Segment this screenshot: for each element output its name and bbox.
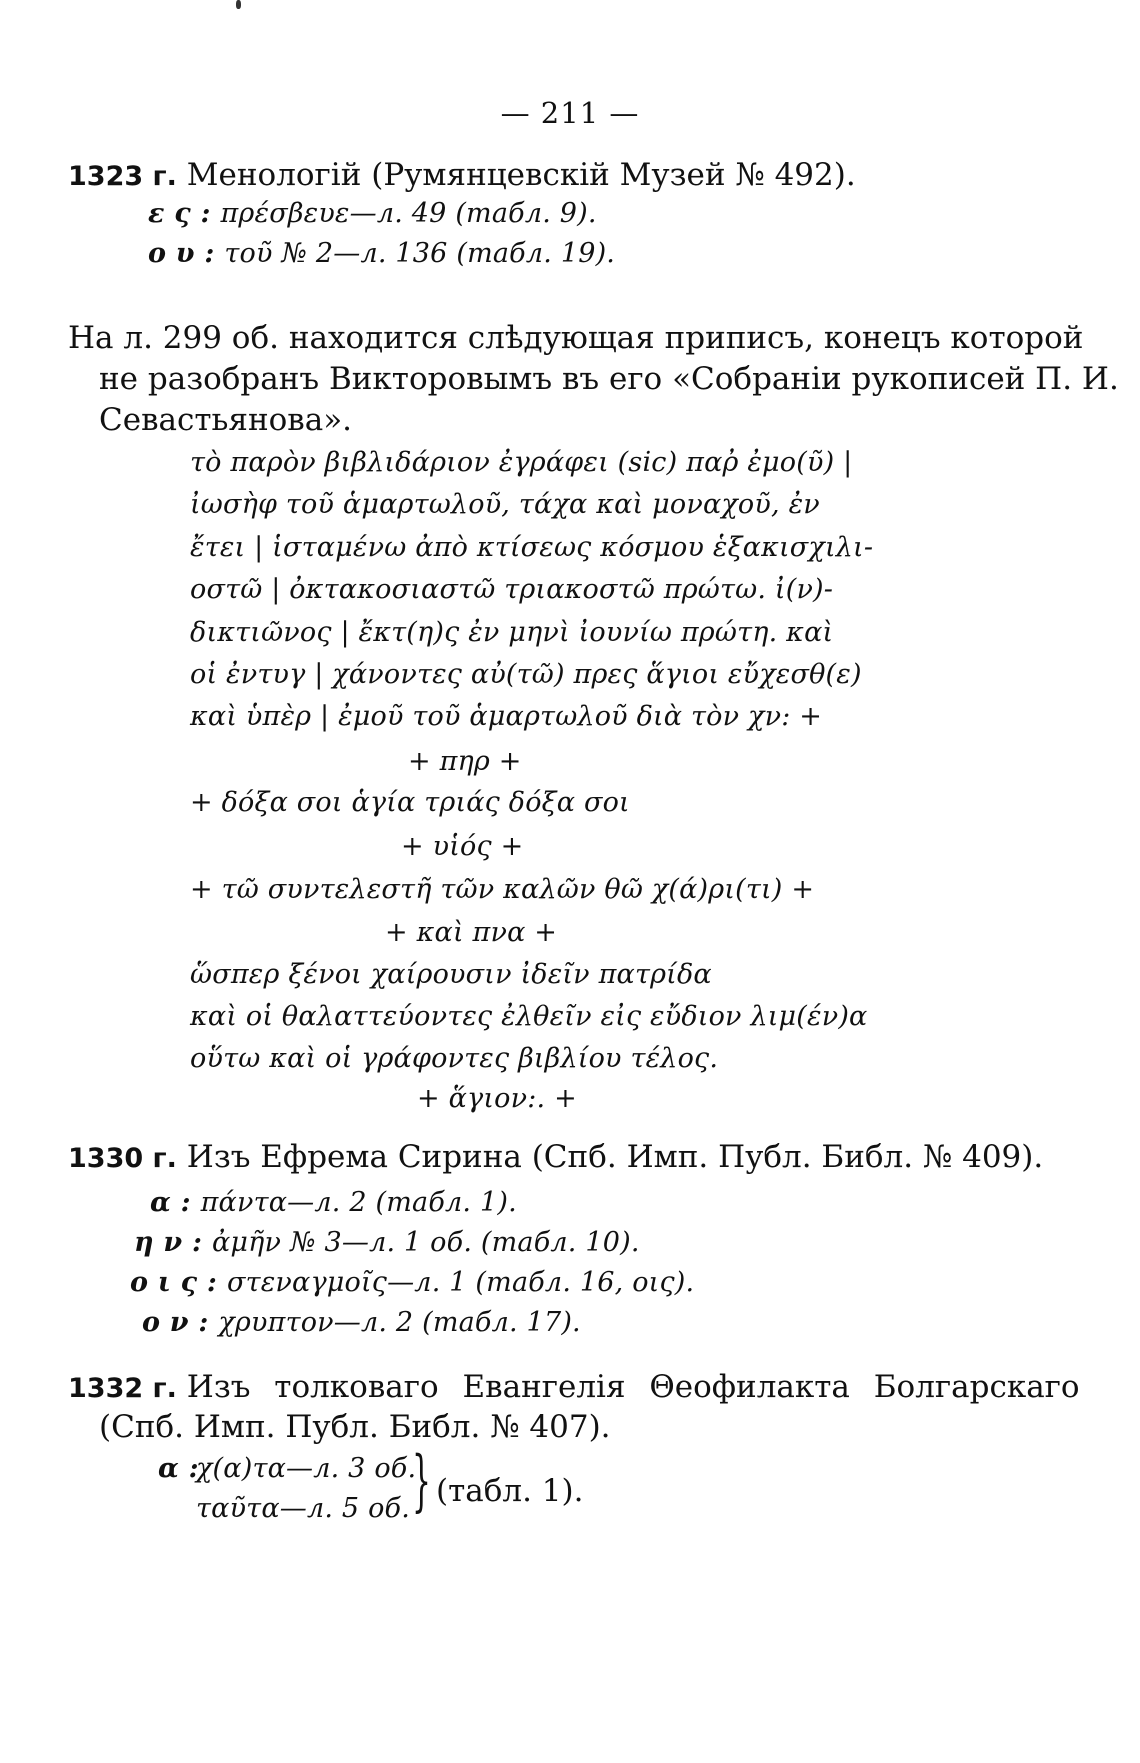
greek-line: οἱ ἐντυγ | χάνοντες αὐ(τῶ) πρες ἅγιοι εὔχεσθ(ε) [190, 659, 862, 690]
greek-line: δικτιῶνος | ἔκτ(η)ς ἐν μηνὶ ἰουνίω πρώτη. καὶ [190, 617, 834, 648]
greek-line: + υἱός + [401, 831, 524, 862]
greek-line: + δόξα σοι ἁγία τριάς δόξα σοι [190, 787, 630, 818]
entry-year: 1332 г. [68, 1373, 177, 1404]
ref-text: χ(α)τα—л. 3 об. [196, 1453, 417, 1484]
ref-label: η ν : [134, 1227, 203, 1258]
greek-line: + καὶ πνα + [385, 917, 558, 948]
right-brace: } [412, 1442, 431, 1519]
entry-title: Менологій (Румянцевскій Музей № 492). [186, 157, 856, 193]
ref-text: τοῦ № 2—л. 136 (табл. 19). [224, 238, 616, 269]
entry-ref [150, 1184, 517, 1220]
greek-line: ὥσπερ ξένοι χαίρουσιν ἰδεῖν πατρίδα [190, 959, 712, 990]
greek-line: οστῶ | ὀκτακοσιαστῶ τριακοστῶ πρώτω. ἰ(ν)- [190, 574, 834, 605]
ref-text: πρέσβευε—л. 49 (табл. 9). [220, 198, 597, 229]
greek-line: + πηρ + [408, 746, 522, 777]
ref-label: ο υ : [148, 238, 215, 269]
entry-ref [148, 235, 615, 271]
group-note: (табл. 1). [436, 1473, 584, 1509]
entry-title: Изъ толковаго Евангелія Θеофилакта Болгарскаго [186, 1369, 1080, 1405]
entry-year: 1323 г. [68, 161, 177, 192]
ref-text: ἀμῆν № 3—л. 1 об. (табл. 10). [212, 1227, 640, 1258]
greek-line: + τῶ συντελεστῆ τῶν καλῶν θῶ χ(ά)ρι(τι) + [190, 874, 815, 905]
ref-text: πάντα—л. 2 (табл. 1). [200, 1187, 517, 1218]
greek-line: ἔτει | ἱσταμένω ἀπὸ κτίσεως κόσμου ἑξακισχιλι- [190, 532, 874, 563]
paragraph-line: Севастьянова». [99, 402, 353, 438]
entry-1332-heading [68, 1370, 1080, 1406]
ref-label: α : [158, 1453, 199, 1484]
ref-label: α : [150, 1187, 191, 1218]
greek-line: τὸ παρὸν βιβλιδάριον ἐγράφει (sic) παῤ ἐμο(ῦ) | [190, 447, 853, 478]
ref-label: ε ς : [148, 198, 211, 229]
entry-title: Изъ Ефрема Сирина (Спб. Имп. Публ. Библ. № 409). [186, 1139, 1044, 1175]
ref-text: στεναγμοῖς—л. 1 (табл. 16, οις). [226, 1267, 695, 1298]
paragraph-line: не разобранъ Викторовымъ въ его «Собраніи рукописей П. И. [99, 361, 1119, 397]
entry-year: 1330 г. [68, 1143, 177, 1174]
ref-text: χρυπτον—л. 2 (табл. 17). [218, 1307, 581, 1338]
paragraph-line: На л. 299 об. находится слѣдующая приписъ, конецъ которой [68, 320, 1084, 356]
greek-line: καὶ ὑπὲρ | ἐμοῦ τοῦ ἁμαρτωλοῦ διὰ τὸν χν: + [190, 701, 823, 732]
entry-ref [142, 1304, 581, 1340]
entry-1323-heading [68, 158, 856, 194]
entry-ref [148, 195, 597, 231]
ref-label: ο ν : [142, 1307, 209, 1338]
ref-label: ο ι ς : [130, 1267, 218, 1298]
greek-line: ἰωσὴφ τοῦ ἁμαρτωλοῦ, τάχα καὶ μοναχοῦ, ἐν [190, 489, 820, 520]
print-speck [236, 0, 241, 9]
ref-text: ταῦτα—л. 5 об. [196, 1493, 410, 1524]
greek-line: + ἅγιον:. + [417, 1083, 577, 1114]
greek-line: οὕτω καὶ οἱ γράφοντες βιβλίου τέλος. [190, 1043, 719, 1074]
page-number: — 211 — [500, 96, 640, 130]
entry-1330-heading [68, 1140, 1043, 1176]
greek-line: καὶ οἱ θαλαττεύοντες ἐλθεῖν εἰς εὔδιον λιμ(έν)α [190, 1001, 868, 1032]
entry-ref [130, 1264, 694, 1300]
entry-title-cont: (Спб. Имп. Публ. Библ. № 407). [99, 1409, 611, 1445]
entry-ref [134, 1224, 640, 1260]
